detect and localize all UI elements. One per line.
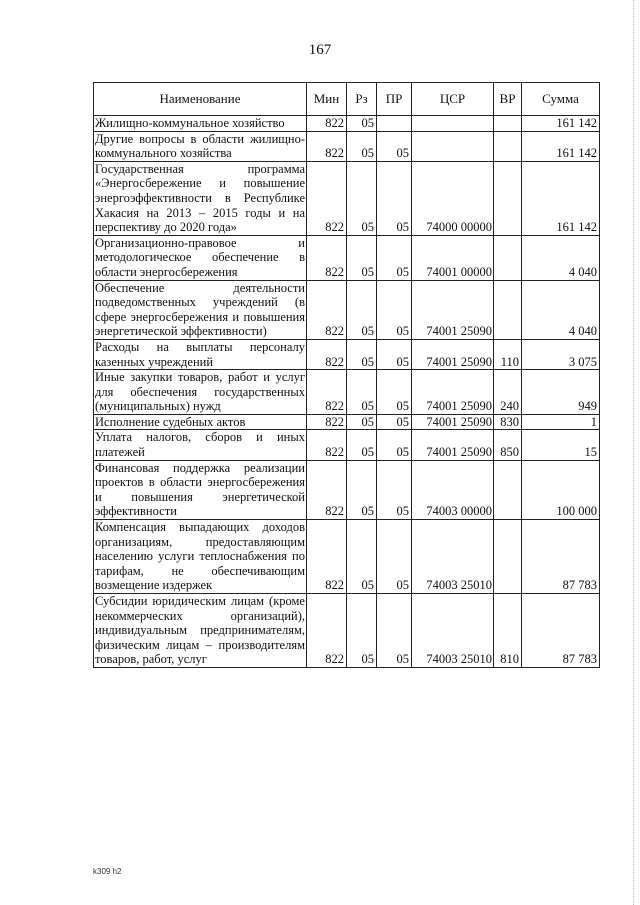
cell-name: Расходы на выплаты персоналу казенных учреждений bbox=[95, 339, 305, 369]
table-row bbox=[94, 280, 600, 339]
cell-rz: 05 bbox=[347, 116, 377, 132]
cell-vr bbox=[494, 460, 522, 519]
cell-pr: 05 bbox=[377, 594, 412, 668]
cell-name: Обеспечение деятельности подведомственных учреждений (в сфере энергосбережения и повышения энергетической эффективности) bbox=[95, 280, 305, 339]
footer-code: k309 h2 bbox=[93, 867, 122, 876]
table-row bbox=[94, 430, 600, 460]
cell-name: Иные закупки товаров, работ и услуг для обеспечения государственных (муниципальных) нужд bbox=[95, 370, 305, 414]
cell-name: Организационно-правовое и методологическое обеспечение в области энергосбережения bbox=[95, 235, 305, 279]
cell-pr: 05 bbox=[377, 460, 412, 519]
cell-sum: 87 783 bbox=[522, 520, 600, 594]
cell-csr: 74001 25090 bbox=[412, 280, 494, 339]
cell-pr: 05 bbox=[377, 370, 412, 415]
cell-rz: 05 bbox=[347, 235, 377, 280]
header-name: Наименование bbox=[94, 83, 307, 116]
header-rz: Рз bbox=[347, 83, 377, 116]
cell-name: Субсидии юридическим лицам (кроме некоммерческих организаций), индивидуальным предпринимателям, физическим лицам – производителям товаров, работ, услуг bbox=[95, 594, 305, 667]
cell-csr: 74001 25090 bbox=[412, 430, 494, 460]
table-row bbox=[94, 414, 600, 430]
header-vr: ВР bbox=[494, 83, 522, 116]
cell-vr bbox=[494, 520, 522, 594]
cell-csr: 74003 25010 bbox=[412, 594, 494, 668]
cell-pr: 05 bbox=[377, 414, 412, 430]
cell-min: 822 bbox=[307, 235, 347, 280]
table-row bbox=[94, 235, 600, 280]
cell-rz: 05 bbox=[347, 520, 377, 594]
cell-pr: 05 bbox=[377, 339, 412, 369]
margin-dotted-line bbox=[632, 0, 634, 905]
table-row bbox=[94, 116, 600, 132]
cell-sum: 3 075 bbox=[522, 339, 600, 369]
cell-sum: 161 142 bbox=[522, 161, 600, 235]
cell-name: Другие вопросы в области жилищно-коммунального хозяйства bbox=[95, 131, 305, 161]
cell-sum: 87 783 bbox=[522, 594, 600, 668]
cell-csr bbox=[412, 131, 494, 161]
cell-pr: 05 bbox=[377, 235, 412, 280]
cell-rz: 05 bbox=[347, 430, 377, 460]
cell-rz: 05 bbox=[347, 280, 377, 339]
table-row bbox=[94, 339, 600, 369]
table-row bbox=[94, 161, 600, 235]
cell-pr: 05 bbox=[377, 280, 412, 339]
cell-rz: 05 bbox=[347, 161, 377, 235]
cell-min: 822 bbox=[307, 131, 347, 161]
cell-sum: 4 040 bbox=[522, 280, 600, 339]
cell-min: 822 bbox=[307, 520, 347, 594]
cell-vr: 240 bbox=[494, 370, 522, 415]
cell-vr bbox=[494, 161, 522, 235]
cell-name: Финансовая поддержка реализации проектов в области энергосбережения и повышения энергетической эффективности bbox=[95, 460, 305, 519]
page-number: 167 bbox=[308, 42, 332, 58]
cell-csr: 74003 25010 bbox=[412, 520, 494, 594]
table-row bbox=[94, 594, 600, 668]
cell-sum: 100 000 bbox=[522, 460, 600, 519]
cell-sum: 1 bbox=[522, 414, 600, 430]
cell-name: Компенсация выпадающих доходов организациям, предоставляющим населению услуги теплоснабжения по тарифам, не обеспечивающим возмещение издержек bbox=[95, 520, 305, 593]
cell-sum: 161 142 bbox=[522, 116, 600, 132]
header-min: Мин bbox=[307, 83, 347, 116]
cell-rz: 05 bbox=[347, 370, 377, 415]
cell-pr: 05 bbox=[377, 161, 412, 235]
cell-csr: 74001 00000 bbox=[412, 235, 494, 280]
cell-csr: 74001 25090 bbox=[412, 370, 494, 415]
cell-sum: 15 bbox=[522, 430, 600, 460]
cell-sum: 4 040 bbox=[522, 235, 600, 280]
cell-min: 822 bbox=[307, 280, 347, 339]
cell-vr bbox=[494, 280, 522, 339]
header-sum: Сумма bbox=[522, 83, 600, 116]
cell-csr: 74000 00000 bbox=[412, 161, 494, 235]
cell-name: Уплата налогов, сборов и иных платежей bbox=[95, 430, 305, 460]
cell-min: 822 bbox=[307, 339, 347, 369]
cell-csr bbox=[412, 116, 494, 132]
cell-pr bbox=[377, 116, 412, 132]
cell-name: Исполнение судебных актов bbox=[94, 414, 307, 430]
cell-name: Государственная программа «Энергосбережение и повышение энергоэффективности в Республике Хакасия на 2013 – 2015 годы и на перспективу до 2020 года» bbox=[95, 161, 305, 235]
cell-rz: 05 bbox=[347, 414, 377, 430]
cell-min: 822 bbox=[307, 460, 347, 519]
cell-vr: 110 bbox=[494, 339, 522, 369]
cell-pr: 05 bbox=[377, 131, 412, 161]
cell-rz: 05 bbox=[347, 339, 377, 369]
cell-pr: 05 bbox=[377, 520, 412, 594]
budget-table bbox=[93, 82, 600, 668]
cell-vr bbox=[494, 116, 522, 132]
cell-name: Жилищно-коммунальное хозяйство bbox=[94, 116, 307, 132]
cell-rz: 05 bbox=[347, 460, 377, 519]
cell-rz: 05 bbox=[347, 594, 377, 668]
table-row bbox=[94, 460, 600, 519]
table-row bbox=[94, 520, 600, 594]
table-row bbox=[94, 370, 600, 415]
cell-vr bbox=[494, 131, 522, 161]
cell-csr: 74001 25090 bbox=[412, 414, 494, 430]
table-row bbox=[94, 131, 600, 161]
cell-vr: 810 bbox=[494, 594, 522, 668]
table-header-row bbox=[94, 83, 600, 116]
cell-sum: 949 bbox=[522, 370, 600, 415]
cell-min: 822 bbox=[307, 370, 347, 415]
header-csr: ЦСР bbox=[412, 83, 494, 116]
cell-csr: 74001 25090 bbox=[412, 339, 494, 369]
cell-csr: 74003 00000 bbox=[412, 460, 494, 519]
cell-sum: 161 142 bbox=[522, 131, 600, 161]
cell-vr: 830 bbox=[494, 414, 522, 430]
cell-min: 822 bbox=[307, 116, 347, 132]
cell-min: 822 bbox=[307, 161, 347, 235]
cell-rz: 05 bbox=[347, 131, 377, 161]
cell-min: 822 bbox=[307, 414, 347, 430]
header-pr: ПР bbox=[377, 83, 412, 116]
cell-min: 822 bbox=[307, 594, 347, 668]
cell-min: 822 bbox=[307, 430, 347, 460]
cell-vr bbox=[494, 235, 522, 280]
cell-pr: 05 bbox=[377, 430, 412, 460]
cell-vr: 850 bbox=[494, 430, 522, 460]
